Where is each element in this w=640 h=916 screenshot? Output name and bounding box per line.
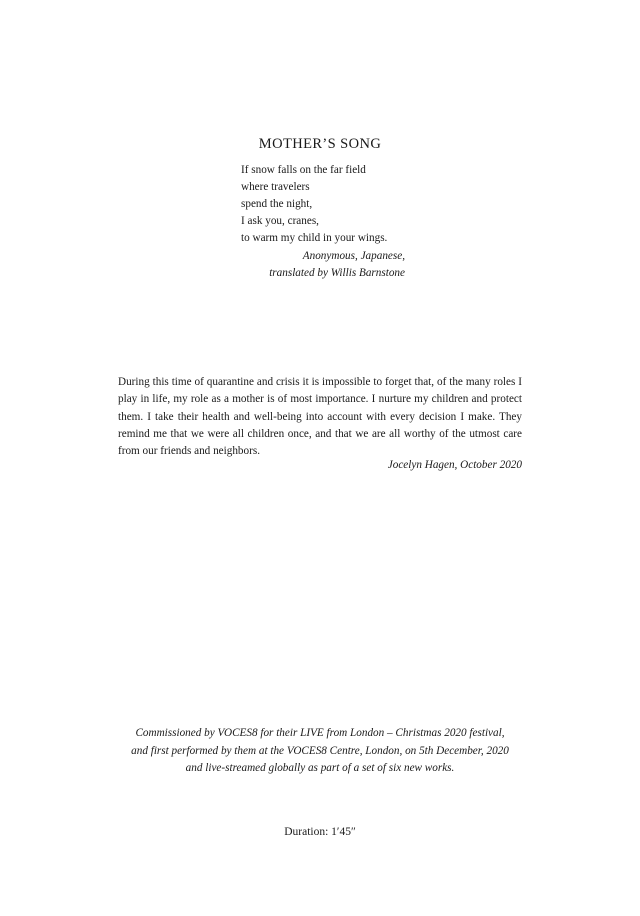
- poem-line: If snow falls on the far field: [241, 164, 366, 176]
- poem-line: where travelers: [241, 181, 310, 193]
- attribution-line: translated by Willis Barnstone: [269, 267, 405, 279]
- poem-line: to warm my child in your wings.: [241, 232, 388, 244]
- composer-signature: Jocelyn Hagen, October 2020: [387, 459, 522, 471]
- poem-text: [241, 162, 387, 247]
- poem-line: I ask you, cranes,: [241, 215, 319, 227]
- duration-label: Duration: 1′45″: [284, 826, 356, 838]
- commission-line: and live-streamed globally as part of a set of six new works.: [185, 762, 455, 774]
- poem-title: MOTHER’S SONG: [258, 136, 382, 152]
- commission-line: and first performed by them at the VOCES8 Centre, London, on 5th December, 2020: [131, 744, 509, 757]
- poem-line: spend the night,: [241, 198, 313, 210]
- attribution-line: Anonymous, Japanese,: [302, 250, 405, 262]
- commission-note: [0, 725, 640, 778]
- poem-attribution: [269, 248, 405, 282]
- commission-line: Commissioned by VOCES8 for their LIVE from London – Christmas 2020 festival,: [135, 727, 505, 739]
- composer-note: During this time of quarantine and crisis it is impossible to forget that, of the many roles I play in life, my role as a mother is of most importance. I nurture my children and protect them. I take their health and well-being into account with every decision I make. They remind me that we were all children once, and that we are all worthy of the utmost care from our friends and neighbors.: [118, 376, 522, 458]
